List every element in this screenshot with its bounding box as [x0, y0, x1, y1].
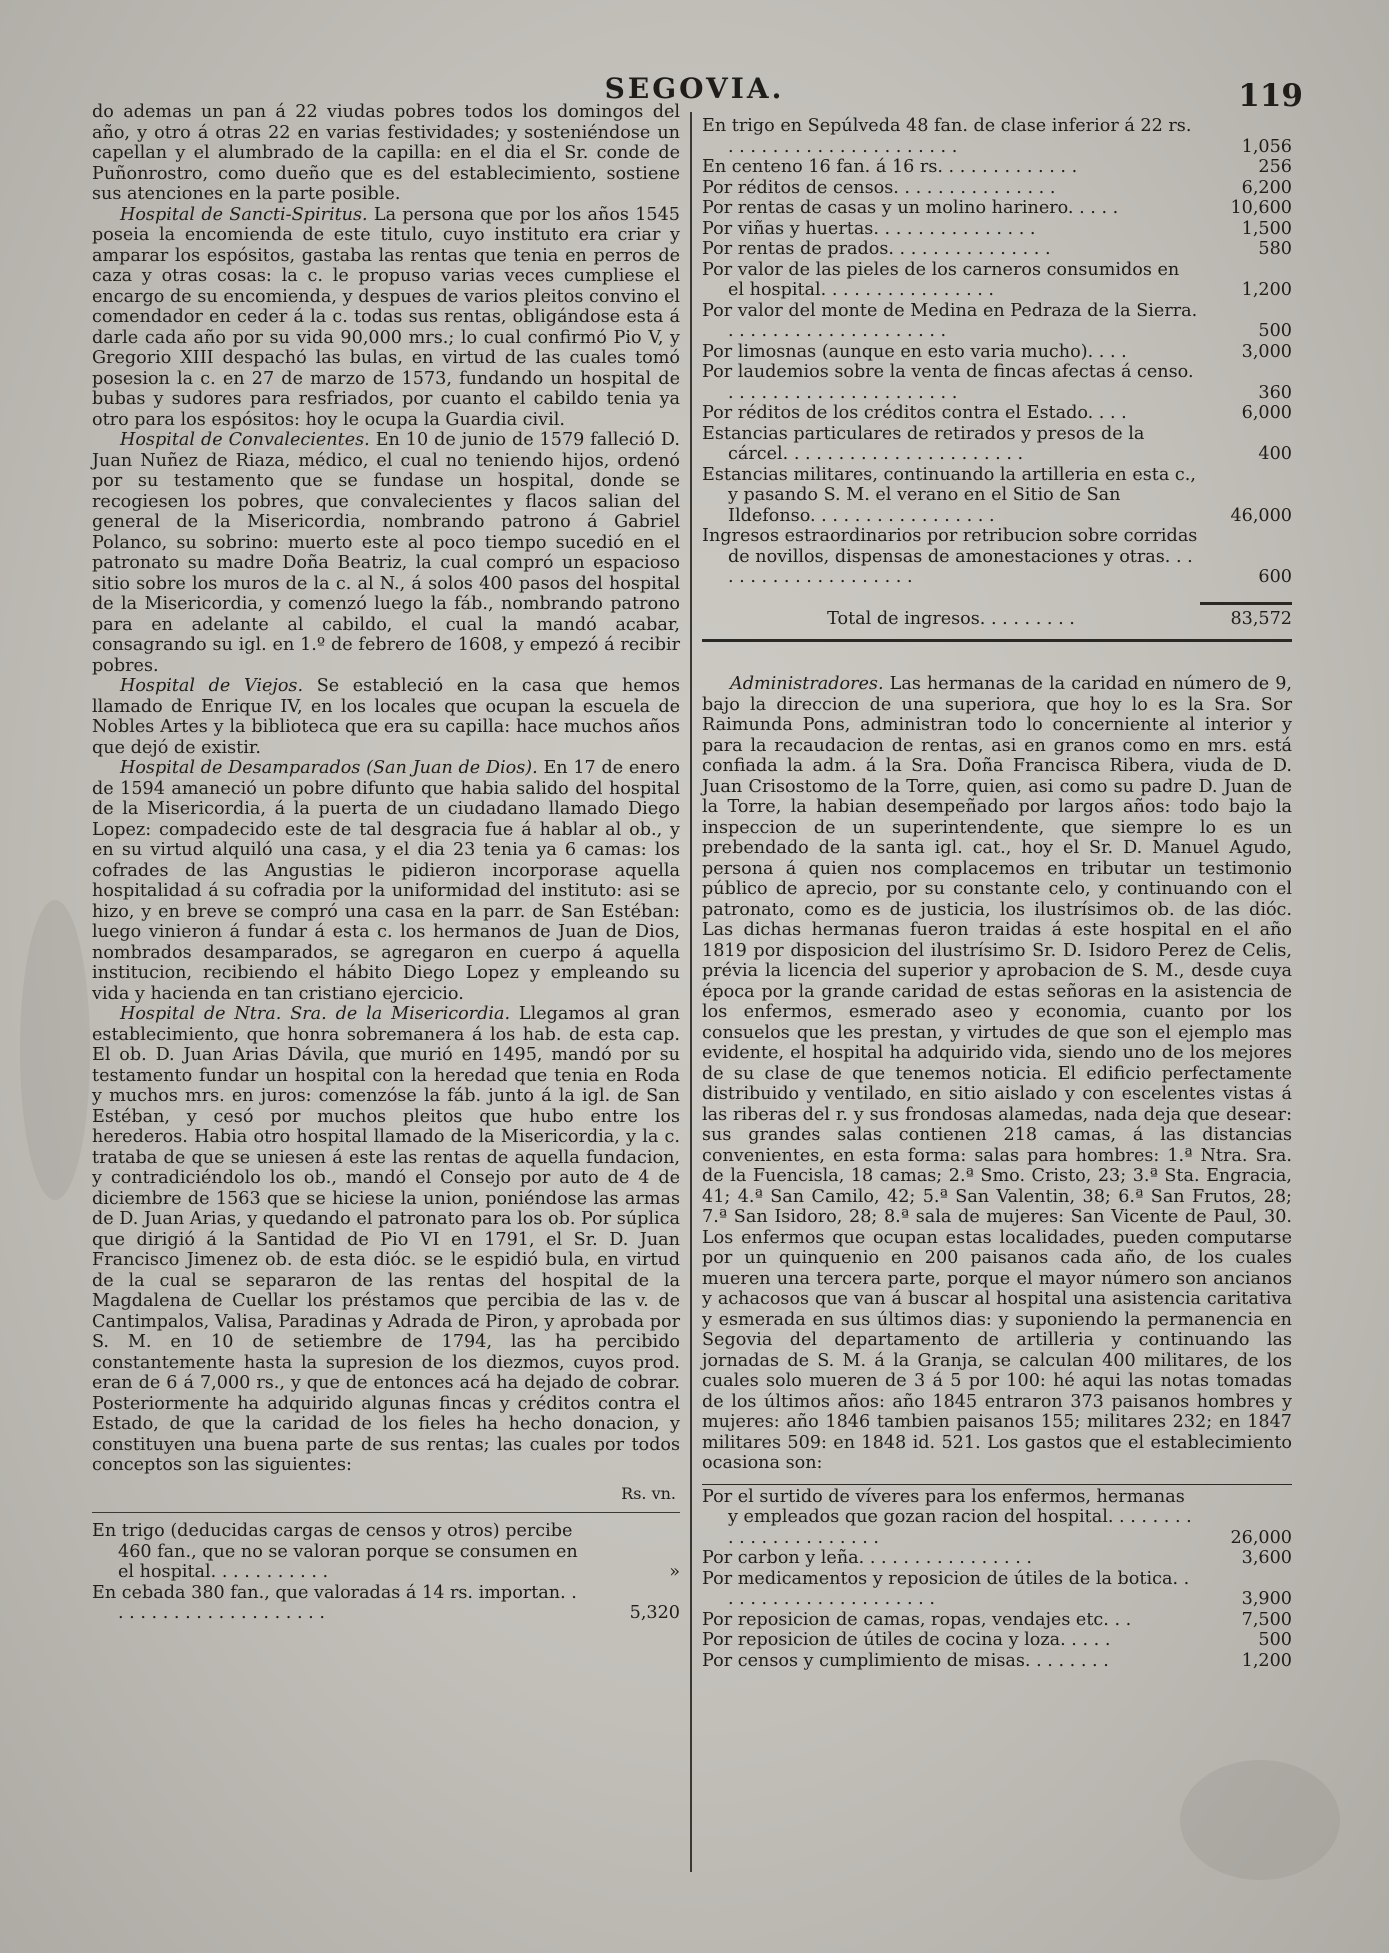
income-value: 1,500 — [1241, 218, 1292, 239]
income-description: En trigo (deducidas cargas de censos y otros) percibe 460 fan., que no se valoran porque se consumen en el hospital. . . . . . . . . . . — [92, 1521, 578, 1582]
section-heading: Administradores. — [730, 674, 884, 694]
income-value: 6,200 — [1241, 177, 1292, 198]
income-description: Por rentas de prados. . . . . . . . . . . . . . . — [702, 239, 1051, 259]
income-description: Ingresos estraordinarios por retribucion sobre corridas de novillos, dispensas de amonestaciones y otras. . . . . . . . . . . . . . . . . . . . — [702, 526, 1198, 587]
income-value: 1,200 — [1241, 280, 1292, 300]
running-header: SEGOVIA. — [604, 72, 785, 105]
column-divider — [690, 112, 692, 1872]
income-row — [702, 403, 1292, 424]
income-description: Por viñas y huertas. . . . . . . . . . . . . . . — [702, 218, 1036, 239]
paragraph-text: Llegamos al gran establecimiento, que honra sobremanera á los hab. de esta cap. El ob. D. Juan Arias Dávila, que murió en 1495, mandó por su testamento fundar un hospital con la heredad que tenia en Roda y muchos mrs. en juros: comenzóse la fáb. junto á la igl. de San Estéban, y cesó por muchos pleitos que hubo entre los herederos. Habia otro hospital llamado de la Misericordia, y la c. trataba de que se uniesen á este las rentas de aquella fundacion, y contradiciéndolo los ob., mandó el Consejo por auto de 4 de diciembre de 1563 que se hiciese la union, poniéndose las armas de D. Juan Arias, y quedando el patronato para los ob. Por súplica que dirigió á la Santidad de Pio VI en 1791, el Sr. D. Juan Francisco Jimenez ob. de esta dióc. se le espidió bula, en virtud de la cual se separaron de las rentas del hospital de la Magdalena de Cuellar los préstamos que percibia de las v. de Cantimpalos, Valisa, Paradinas y Adrada de Piron, y aprobada por S. M. en 10 de setiembre de 1794, las ha percibido constantemente hasta la supresion de los diezmos, cuyos prod. eran de 6 á 7,000 rs., y que de entonces acá ha dejado de cobrar. Posteriormente ha adquirido algunas fincas y créditos contra el Estado, de que la caridad de los fieles ha hecho donacion, y constituyen una buena parte de sus rentas; las cuales por todos conceptos son las siguientes: — [92, 1004, 681, 1475]
section-heading: Hospital de Ntra. Sra. de la Misericordia. — [120, 1004, 511, 1024]
currency-column-header: Rs. vn. — [621, 1483, 676, 1503]
expense-description: Por reposicion de útiles de cocina y loza. . . . . — [702, 1630, 1111, 1650]
income-description: Por laudemios sobre la venta de fincas afectas á censo. . . . . . . . . . . . . . . . . . . . . . — [702, 362, 1194, 403]
right-column — [702, 116, 1292, 1671]
income-row — [702, 342, 1292, 363]
income-value: 360 — [1258, 382, 1292, 403]
total-value: 83,572 — [1200, 602, 1292, 630]
expense-value: 3,900 — [1241, 1589, 1292, 1609]
expense-row — [702, 1651, 1292, 1672]
expense-row — [702, 1630, 1292, 1651]
income-row — [702, 465, 1292, 527]
income-value: 500 — [1258, 321, 1292, 341]
income-row — [702, 116, 1292, 157]
income-row — [702, 362, 1292, 403]
paragraph — [702, 674, 1292, 1474]
income-value: 10,600 — [1230, 198, 1292, 218]
paragraph-text: La persona que por los años 1545 poseia la encomienda de este titulo, cuyo instituto era criar y amparar los espósitos, gastaba las rentas que tenia en perros de caza y otras cosas: la c. le propuso varias veces cumpliese el encargo de su encomienda, y despues de varios pleitos convino el comendador en ceder á la c. todas sus rentas, obligándose esta á darle cada año por su vida 90,000 mrs.; lo cual confirmó Pio V, y Gregorio XIII despachó las bulas, en virtud de las cuales tomó posesion la c. en 27 de marzo de 1573, fundando un hospital de bubas y sudores para resfriados, por cuanto el cabildo tenia ya otro para los espósitos: hoy le ocupa la Guardia civil. — [92, 204, 680, 430]
expense-row — [702, 1548, 1292, 1569]
income-value: » — [669, 1562, 680, 1582]
total-label: Total de ingresos. . . . . . . . . — [827, 608, 1075, 629]
income-row — [702, 219, 1292, 240]
income-description: Por valor del monte de Medina en Pedraza de la Sierra. . . . . . . . . . . . . . . . . . . . . — [702, 300, 1198, 341]
left-column — [92, 102, 680, 1624]
paragraph-text: Se estableció en la casa que hemos llamado de Enrique IV, en los locales que ocupan la escuela de Nobles Artes y la biblioteca que era su capilla: hace muchos años que dejó de existir. — [92, 676, 681, 758]
spacer — [702, 644, 1292, 674]
income-row — [92, 1521, 680, 1583]
income-row — [702, 260, 1292, 301]
paragraph-text: En 17 de enero de 1594 amaneció un pobre difunto que habia salido del hospital de la Misericordia, á la puerta de un ciudadano llamado Diego Lopez: compadecido este de tal desgracia fue á hablar al ob., y en su virtud alquiló una casa, y el dia 23 tenia ya 6 camas: los cofrades de las Angustias le pidieron incorporase aquella hospitalidad á su cofradia por la uniformidad del instituto: asi se hizo, y en breve se compró una casa en la parr. de San Estéban: luego vinieron á fundar á esta c. los hermanos de Juan de Dios, nombrados desamparados, se agregaron en cuerpo á aquella institucion, recibiendo el hábito Diego Lopez y empleando su vida y hacienda en tan cristiano ejercicio. — [92, 758, 681, 1004]
expense-row — [702, 1569, 1292, 1610]
income-description: Por réditos de los créditos contra el Estado. . . . — [702, 403, 1127, 423]
paragraph — [92, 676, 680, 758]
section-heading: Hospital de Desamparados (San Juan de Dios). — [120, 758, 538, 778]
income-row — [702, 526, 1292, 588]
income-row — [702, 301, 1292, 342]
expense-row — [702, 1610, 1292, 1631]
paragraph-text: En 10 de junio de 1579 falleció D. Juan Nuñez de Riaza, médico, el cual no teniendo hijos, ordenó por su testamento que se fundase un hospital, donde se recogiesen los pobres, que convalecientes y flacos salian del general de la Misericordia, nombrando patrono á Gabriel Polanco, su sobrino: muerto este al poco tiempo sucedió en el patronato su madre Doña Beatriz, la cual compró un espacioso sitio sobre los muros de la c. al N., á solos 400 pasos del hospital de la Misericordia, y comenzó luego la fáb., nombrando patrono para en adelante al cabildo, el cual la mandó acabar, consagrando su igl. en 1.º de febrero de 1608, y empezó á recibir pobres. — [92, 430, 680, 676]
income-description: Estancias particulares de retirados y presos de la cárcel. . . . . . . . . . . . . . . . . . . . . . — [702, 423, 1145, 464]
income-row — [702, 178, 1292, 199]
income-description: Por réditos de censos. . . . . . . . . . . . . . . — [702, 177, 1056, 198]
expense-description: Por carbon y leña. . . . . . . . . . . . . . . . — [702, 1548, 1033, 1568]
paragraph — [92, 102, 680, 205]
income-row — [702, 239, 1292, 260]
income-value: 3,000 — [1241, 341, 1292, 362]
expense-value: 7,500 — [1241, 1609, 1292, 1630]
income-value: 6,000 — [1241, 403, 1292, 423]
income-description: En trigo en Sepúlveda 48 fan. de clase inferior á 22 rs. . . . . . . . . . . . . . . . . . . . . . — [702, 116, 1192, 157]
section-heading: Hospital de Sancti-Spiritus. — [120, 204, 368, 225]
paragraph-text: Las hermanas de la caridad en número de 9, bajo la direccion de una superiora, que hoy lo es la Sra. Sor Raimunda Pons, administran todo lo concerniente al interior y para la recaudacion de rentas, asi en granos como en mrs. está confiada la adm. á la Sra. Doña Francisca Ribera, viuda de D. Juan Crisostomo de la Torre, quien, asi como su padre D. Juan de la Torre, la habian desempeñado por largos años: todo bajo la inspeccion de un superintendente, que siempre lo es un prebendado de la santa igl. cat., hoy el Sr. D. Manuel Agudo, persona á quien nos complacemos en tributar un testimonio público de aprecio, por su constante celo, y continuando con el patronato, como es de justicia, los ilustrísimos ob. de las dióc. Las dichas hermanas fueron traidas á este hospital en el año 1819 por disposicion del ilustrísimo Sr. D. Isidoro Perez de Celis, prévia la licencia del superior y aprobacion de S. M., desde cuya época por la grande caridad de estas señoras en la asistencia de los enfermos, esmerado aseo y economia, cuanto por los consuelos que les prestan, y virtudes de que son el ejemplo mas evidente, el hospital ha adquirido vida, siendo uno de los mejores de su clase de que tenemos noticia. El edificio perfectamente distribuido y ventilado, en sitio aislado y con escelentes vistas á las riberas del r. y sus frondosas alamedas, nada deja que desear: sus grandes salas contienen 218 camas, á las distancias convenientes, en esta forma: salas para hombres: 1.ª Ntra. Sra. de la Fuencisla, 18 camas; 2.ª Smo. Cristo, 23; 3.ª Sta. Engracia, 41; 4.ª San Camilo, 42; 5.ª San Valentin, 38; 6.ª San Frutos, 28; 7.ª San Isidoro, 28; 8.ª sala de mujeres: San Vicente de Paul, 30. Los enfermos que ocupan estas localidades, pueden computarse por un quinquenio en 200 paisanos cada año, de los cuales mueren una tercera parte, porque el mayor número son ancianos y achacosos que van á buscar al hospital una asistencia caritativa y esmerada en sus últimos dias: y suponiendo la permanencia en Segovia del departamento de artilleria y continuando las jornadas de S. M. á la Granja, se calculan 400 militares, de los cuales solo mueren de 3 á 5 por 100: hé aqui las notas tomadas de los últimos años: año 1845 entraron 373 paisanos hombres y mujeres: año 1846 tambien paisanos 155; militares 232; en 1847 militares 509: en 1848 id. 521. Los gastos que el establecimiento ocasiona son: — [702, 674, 1293, 1473]
paper-stain — [1180, 1760, 1340, 1880]
expense-value: 3,600 — [1241, 1548, 1292, 1568]
paragraph — [92, 430, 680, 676]
income-description: En centeno 16 fan. á 16 rs. . . . . . . . . . . . . — [702, 157, 1078, 177]
expense-value: 1,200 — [1241, 1650, 1292, 1671]
expense-description: Por censos y cumplimiento de misas. . . . . . . . — [702, 1650, 1109, 1671]
expense-row — [702, 1487, 1292, 1549]
paragraph — [92, 758, 680, 1004]
income-value: 46,000 — [1230, 505, 1292, 526]
income-row — [702, 198, 1292, 219]
expense-value: 500 — [1258, 1630, 1292, 1650]
expense-value: 26,000 — [1230, 1527, 1292, 1548]
income-description: Por valor de las pieles de los carneros consumidos en el hospital. . . . . . . . . . . . . . . . — [702, 259, 1180, 300]
paper-stain — [20, 900, 90, 1200]
paragraph — [92, 1004, 680, 1476]
income-value: 1,056 — [1241, 136, 1292, 157]
paragraph-text: do ademas un pan á 22 viudas pobres todos los domingos del año, y otro á otras 22 en varias festividades; y sosteniéndose un capellan y el alumbrado de la capilla: en el dia el Sr. conde de Puñonrostro, como dueño que es del establecimiento, sostiene sus atenciones en la parte posible. — [92, 102, 680, 204]
income-description: Estancias militares, continuando la artilleria en esta c., y pasando S. M. el verano en el Sitio de San Ildefonso. . . . . . . . . . . . . . . . . — [702, 464, 1196, 526]
paragraph — [92, 205, 680, 431]
income-total-row — [702, 602, 1292, 630]
expense-description: Por reposicion de camas, ropas, vendajes etc. . . — [702, 1609, 1132, 1630]
table-rule — [92, 1512, 680, 1513]
income-value: 400 — [1258, 444, 1292, 464]
income-description: Por rentas de casas y un molino harinero. . . . . — [702, 198, 1119, 218]
section-heading: Hospital de Convalecientes. — [120, 430, 370, 450]
income-value: 580 — [1258, 239, 1292, 259]
expense-description: Por el surtido de víveres para los enfermos, hermanas y empleados que gozan racion del hospital. . . . . . . . . . . . . . . . . . . . . . — [702, 1486, 1192, 1548]
income-row — [702, 424, 1292, 465]
section-heading: Hospital de Viejos. — [120, 676, 304, 696]
income-row — [92, 1583, 680, 1624]
income-description: Por limosnas (aunque en esto varia mucho). . . . — [702, 341, 1127, 362]
income-value: 5,320 — [629, 1603, 680, 1623]
page-number: 119 — [1238, 78, 1303, 114]
table-rule — [702, 1484, 1292, 1485]
income-value: 600 — [1258, 567, 1292, 587]
income-description: En cebada 380 fan., que valoradas á 14 rs. importan. . . . . . . . . . . . . . . . . . . . . — [92, 1582, 577, 1623]
income-value: 256 — [1258, 157, 1292, 177]
income-row — [702, 157, 1292, 178]
section-rule — [702, 639, 1292, 642]
expense-description: Por medicamentos y reposicion de útiles de la botica. . . . . . . . . . . . . . . . . . . . . — [702, 1568, 1190, 1609]
